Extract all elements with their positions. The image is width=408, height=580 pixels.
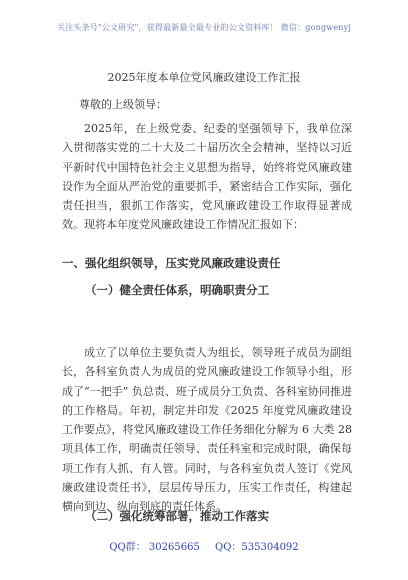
- footer-qq-group: QQ群： 30265665: [109, 542, 200, 553]
- document-title: 2025年度本单位党风廉政建设工作汇报: [107, 71, 301, 84]
- subsection-heading-2: （二）强化统筹部署，推动工作落实: [85, 509, 269, 523]
- subsection-heading-1: （一）健全责任体系，明确职责分工: [85, 283, 269, 297]
- salutation: 尊敬的上级领导：: [79, 98, 167, 111]
- paragraph-intro: 2025年，在上级党委、纪委的坚强领导下，我单位深入贯彻落实党的二十大及二十届历次全会精神，坚持以习近平新时代中国特色社会主义思想为指导，始终将党风廉政建设作为全面从严治党的重要抓手，紧密结合工作实际，强化责任担当，狠抓工作落实，党风廉政建设工作取得显著成效。现将本年度党风廉政建设工作情况汇报如下：: [62, 122, 352, 232]
- header-note: 关注头条号"公文研究"，获得最新最全最专业的公文资料库！ 微信：gongwenyj: [56, 23, 352, 32]
- footer-qq: QQ：535304092: [215, 542, 299, 553]
- footer-contact: [0, 538, 408, 553]
- paragraph-responsibility: 成立了以单位主要负责人为组长，领导班子成员为副组长，各科室负责人为成员的党风廉政建设工作领导小组，形成了“一把手” 负总责、班子成员分工负责、各科室协同推进的工作格局。年初，制定并印发《2025 年度党风廉政建设工作要点》，将党风廉政建设工作任务细化分解为 6 大类 28 项具体工作，明确责任领导、责任科室和完成时限，确保每项工作有人抓、有人管。同时，与各科室负责人签订《党风廉政建设责任书》，层层传导压力，压实工作责任，构建起横向到边、纵向到底的责任体系。: [62, 346, 352, 514]
- section-heading-1: 一、强化组织领导，压实党风廉政建设责任: [62, 256, 281, 270]
